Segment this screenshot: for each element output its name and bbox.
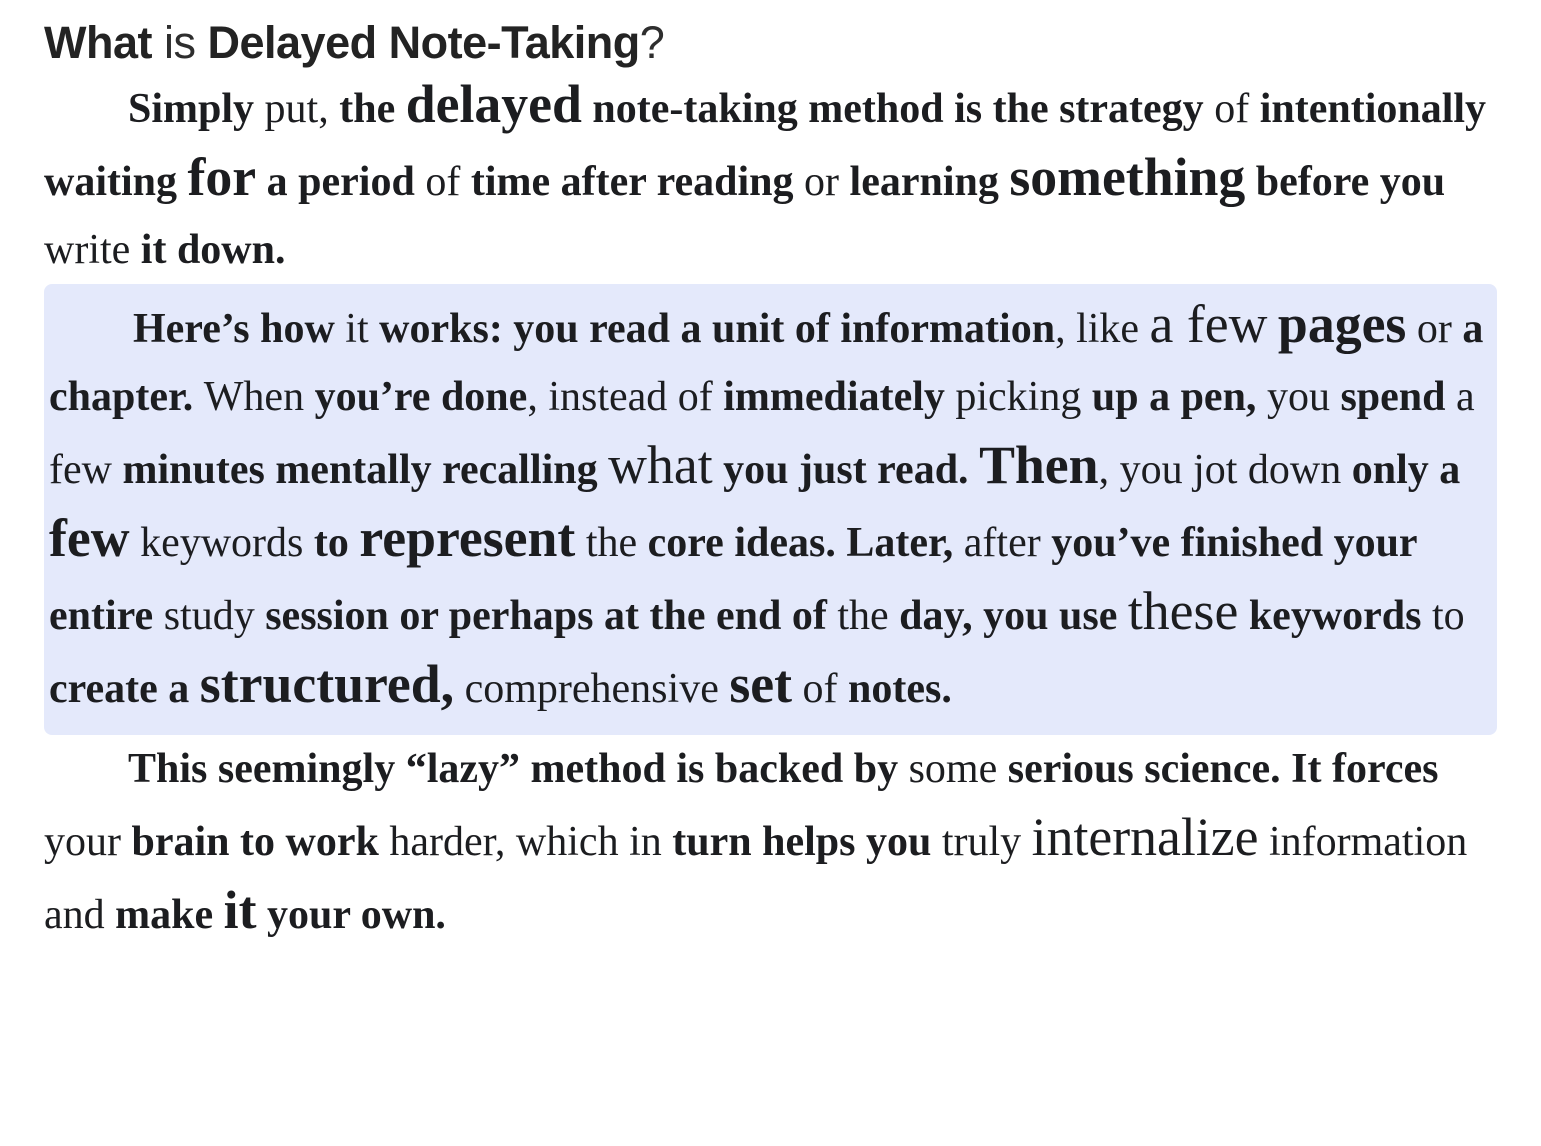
text-run: write: [44, 227, 141, 273]
text-run: you just read.: [723, 447, 980, 493]
text-run: turn helps you: [672, 819, 942, 865]
text-run: harder, which in: [389, 819, 673, 865]
text-run: notes.: [848, 666, 952, 712]
text-run: create a: [49, 666, 200, 712]
text-run: up a pen,: [1091, 374, 1267, 420]
text-run: session or perhaps at the end of: [265, 593, 838, 639]
text-run: study: [163, 593, 266, 639]
text-run: to: [313, 520, 360, 566]
text-run: internalize: [1031, 807, 1259, 867]
text-run: put,: [254, 86, 340, 132]
text-run: serious science. It forces: [1007, 746, 1439, 792]
text-run: minutes mentally recalling: [122, 447, 609, 493]
text-run: Then: [979, 435, 1099, 495]
closing-paragraph: [44, 735, 1497, 949]
text-run: time after reading: [470, 159, 805, 205]
text-run: your: [44, 819, 132, 865]
intro-paragraph: [44, 70, 1497, 284]
text-run: [713, 447, 724, 493]
text-run: This seemingly “lazy” method is backed by: [128, 746, 909, 792]
text-run: or: [804, 159, 850, 205]
text-run: What: [44, 17, 152, 68]
text-run: pages: [1277, 294, 1407, 354]
text-run: note-taking method is the strategy: [581, 86, 1215, 132]
text-run: [1267, 306, 1278, 352]
text-run: after: [963, 520, 1052, 566]
text-run: learning: [849, 159, 1010, 205]
text-run: core ideas. Later,: [647, 520, 964, 566]
text-run: a few: [1149, 294, 1268, 354]
text-run: what: [608, 435, 713, 495]
text-run: your own.: [256, 892, 446, 938]
text-run: intentionally waiting: [44, 86, 1487, 205]
text-run: immediately: [723, 374, 945, 420]
text-run: of: [1214, 86, 1260, 132]
text-run: delayed: [405, 74, 582, 134]
text-run: Delayed Note-Taking: [207, 17, 640, 68]
text-run: of: [792, 666, 849, 712]
text-run: set: [729, 654, 793, 714]
text-run: you: [1266, 374, 1341, 420]
text-run: comprehensive: [454, 666, 730, 712]
text-run: something: [1009, 147, 1246, 207]
page-title: [44, 16, 1497, 70]
text-run: a period: [256, 159, 426, 205]
text-run: When: [203, 374, 315, 420]
highlighted-paragraph: [44, 284, 1497, 735]
text-run: to: [1432, 593, 1465, 639]
text-run: Here’s how: [133, 306, 346, 352]
text-run: is: [151, 17, 208, 68]
text-run: you’re done: [314, 374, 528, 420]
text-run: works: you read a unit of information: [379, 306, 1056, 352]
text-run: , instead of: [527, 374, 724, 420]
text-run: it: [223, 880, 257, 940]
text-run: these: [1127, 581, 1239, 641]
text-run: of: [425, 159, 471, 205]
text-run: , like: [1055, 306, 1150, 352]
text-run: Simply: [128, 86, 255, 132]
text-run: a few: [49, 374, 1475, 493]
text-run: some: [908, 746, 1008, 792]
text-run: ?: [639, 17, 665, 68]
text-run: spend: [1340, 374, 1456, 420]
text-run: structured,: [199, 654, 455, 714]
text-run: the: [339, 86, 406, 132]
text-run: or: [1406, 306, 1463, 352]
text-run: keywords: [1238, 593, 1433, 639]
text-run: before you: [1245, 159, 1446, 205]
text-run: it down.: [140, 227, 286, 273]
text-run: brain to work: [131, 819, 390, 865]
text-run: it: [345, 306, 380, 352]
text-run: for: [187, 147, 257, 207]
text-run: the: [575, 520, 648, 566]
text-run: day, you use: [899, 593, 1128, 639]
text-run: the: [837, 593, 900, 639]
text-run: , you jot down: [1098, 447, 1352, 493]
text-run: information: [1258, 819, 1468, 865]
text-run: keywords: [129, 520, 314, 566]
text-run: a chapter.: [49, 306, 1484, 420]
text-run: truly: [941, 819, 1032, 865]
text-run: and: [44, 892, 116, 938]
text-run: you’ve finished your entire: [49, 520, 1417, 639]
text-run: represent: [359, 508, 576, 568]
text-run: only a: [1351, 447, 1461, 493]
text-run: few: [49, 508, 130, 568]
text-run: picking: [944, 374, 1092, 420]
text-run: make: [115, 892, 224, 938]
